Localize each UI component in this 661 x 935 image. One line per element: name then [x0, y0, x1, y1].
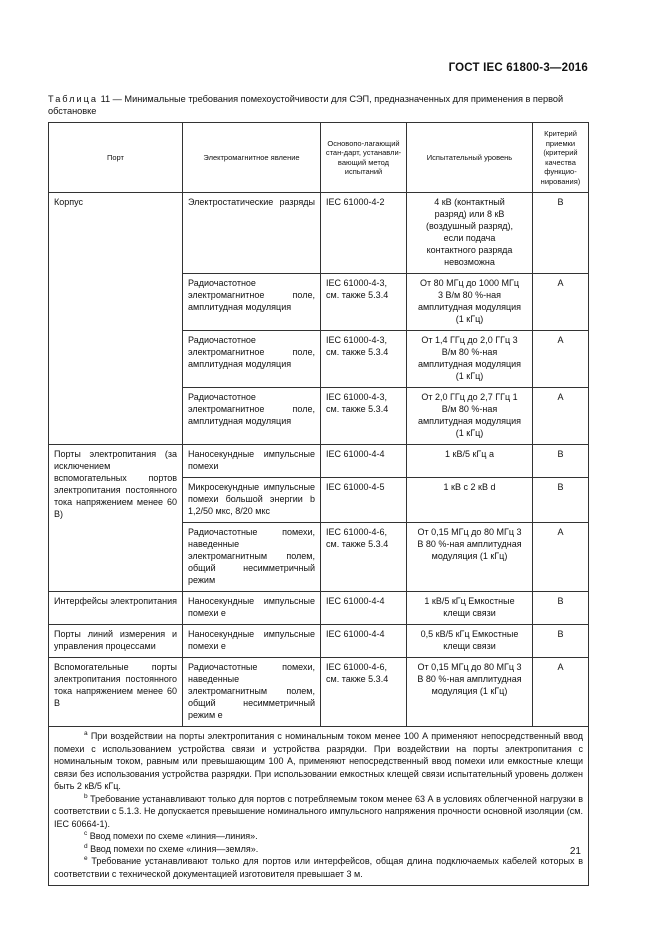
- table-row: [49, 658, 589, 727]
- standard-cell: IEC 61000-4-4: [321, 592, 407, 625]
- standard-cell: IEC 61000-4-3, см. также 5.3.4: [321, 331, 407, 388]
- phenomenon-cell: Радиочастотные помехи, наведенные электромагнитным полем, общий несимметричный режим: [183, 523, 321, 592]
- table-row: [49, 193, 589, 274]
- footnotes-row: [49, 727, 589, 886]
- page-number: 21: [569, 846, 581, 857]
- port-cell: Вспомогательные порты электропитания постоянного тока напряжением менее 60 В: [49, 658, 183, 727]
- table-row: [49, 625, 589, 658]
- footnote-c: $^с$ Ввод помехи по схеме «линия—линия».: [84, 830, 258, 841]
- phenomenon-cell: Радиочастотное электромагнитное поле, амплитудная модуляция: [183, 388, 321, 445]
- table-caption: [48, 93, 588, 117]
- criterion-cell: А: [533, 658, 589, 727]
- phenomenon-cell: Радиочастотное электромагнитное поле, амплитудная модуляция: [183, 274, 321, 331]
- standard-cell: IEC 61000-4-2: [321, 193, 407, 274]
- table-row: [49, 592, 589, 625]
- standard-cell: IEC 61000-4-5: [321, 478, 407, 523]
- table-row: [49, 445, 589, 478]
- criterion-cell: А: [533, 523, 589, 592]
- footnote-d: $^d$ Ввод помехи по схеме «линия—земля».: [84, 842, 259, 854]
- port-cell: Корпус: [49, 193, 183, 445]
- criterion-cell: В: [533, 445, 589, 478]
- phenomenon-cell: Радиочастотное электромагнитное поле, амплитудная модуляция: [183, 331, 321, 388]
- level-cell: От 0,15 МГц до 80 МГц 3 В 80 %-ная амплитудная модуляция (1 кГц): [407, 658, 533, 727]
- table-caption-text: 11 — Минимальные требования помехоустойчивости для СЭП, предназначенных для применения в первой обстановке: [48, 94, 564, 116]
- phenomenon-cell: Наносекундные импульсные помехи: [183, 445, 321, 478]
- table-caption-label: Таблица: [48, 94, 99, 104]
- criterion-cell: А: [533, 331, 589, 388]
- standard-cell: IEC 61000-4-3, см. также 5.3.4: [321, 274, 407, 331]
- phenomenon-cell: Наносекундные импульсные помехи е: [183, 592, 321, 625]
- phenomenon-cell: Микросекундные импульсные помехи большой энергии b 1,2/50 мкс, 8/20 мкс: [183, 478, 321, 523]
- level-cell: 1 кВ/5 кГц а: [407, 445, 533, 478]
- col-header-level: Испытательный уровень: [407, 123, 533, 193]
- footnote-e: $^е$ Требование устанавливают только для портов или интерфейсов, общая длина подключаемых кабелей которых в соответствии с технической документацией изготовителя превышает 3 м.: [54, 855, 583, 879]
- level-cell: 0,5 кВ/5 кГц Емкостные клещи связи: [407, 625, 533, 658]
- standard-cell: IEC 61000-4-6, см. также 5.3.4: [321, 523, 407, 592]
- level-cell: 1 кВ c 2 кВ d: [407, 478, 533, 523]
- criterion-cell: В: [533, 625, 589, 658]
- footnote-a: $^а$ При воздействии на порты электропитания с номинальным током менее 100 А применяют непосредственный ввод помехи с использованием устройства связи и устройства разрядки. При воздействии на порты электропитания с номинальным током, равным или превышающим 100 А, применяют непосредственный ввод помехи или емкостные клещи связи без использования устройства разрядки. При использовании емкостных клещей связи испытательный уровень должен быть 2 кВ/5 кГц.: [54, 730, 583, 791]
- level-cell: От 1,4 ГГц до 2,0 ГГц 3 В/м 80 %-ная амплитудная модуляция (1 кГц): [407, 331, 533, 388]
- criterion-cell: А: [533, 274, 589, 331]
- phenomenon-cell: Электростатические разряды: [183, 193, 321, 274]
- document-header: ГОСТ IEC 61800-3—2016: [448, 62, 588, 74]
- col-header-criterion: Критерий приемки (критерий качества функцио-​нирования): [533, 123, 589, 193]
- standard-cell: IEC 61000-4-4: [321, 445, 407, 478]
- col-header-port: Порт: [49, 123, 183, 193]
- criterion-cell: В: [533, 478, 589, 523]
- level-cell: От 2,0 ГГц до 2,7 ГГц 1 В/м 80 %-ная амплитудная модуляция (1 кГц): [407, 388, 533, 445]
- requirements-table: [48, 122, 589, 886]
- phenomenon-cell: Наносекундные импульсные помехи е: [183, 625, 321, 658]
- table-header-row: [49, 123, 589, 193]
- port-cell: Порты линий измерения и управления процессами: [49, 625, 183, 658]
- standard-cell: IEC 61000-4-4: [321, 625, 407, 658]
- port-cell: Интерфейсы электропитания: [49, 592, 183, 625]
- criterion-cell: В: [533, 193, 589, 274]
- criterion-cell: В: [533, 592, 589, 625]
- criterion-cell: А: [533, 388, 589, 445]
- footnotes-cell: [49, 727, 589, 886]
- level-cell: 4 кВ (контактный разряд) или 8 кВ (воздушный разряд), если подача контактного разряда невозможна: [407, 193, 533, 274]
- standard-cell: IEC 61000-4-6, см. также 5.3.4: [321, 658, 407, 727]
- level-cell: От 0,15 МГц до 80 МГц 3 В 80 %-ная амплитудная модуляция (1 кГц): [407, 523, 533, 592]
- footnote-b: $^b$ Требование устанавливают только для портов с потребляемым током менее 63 А в условиях облегченной нагрузки в соответствии с 5.1.3. Не допускается превышение номинального импульсного напряжения прочности основной изоляции (см. IEC 60664-1).: [54, 792, 583, 829]
- phenomenon-cell: Радиочастотные помехи, наведенные электромагнитным полем, общий несимметричный режим е: [183, 658, 321, 727]
- col-header-phenomenon: Электромагнитное явление: [183, 123, 321, 193]
- port-cell: Порты электропитания (за исключением вспомогательных портов электропитания постоянного тока напряжением менее 60 В): [49, 445, 183, 592]
- level-cell: От 80 МГц до 1000 МГц 3 В/м 80 %-ная амплитудная модуляция (1 кГц): [407, 274, 533, 331]
- col-header-standard: Основопо-​лагающий стан-​дарт, устанавли-​вающий метод испытаний: [321, 123, 407, 193]
- standard-cell: IEC 61000-4-3, см. также 5.3.4: [321, 388, 407, 445]
- level-cell: 1 кВ/5 кГц Емкостные клещи связи: [407, 592, 533, 625]
